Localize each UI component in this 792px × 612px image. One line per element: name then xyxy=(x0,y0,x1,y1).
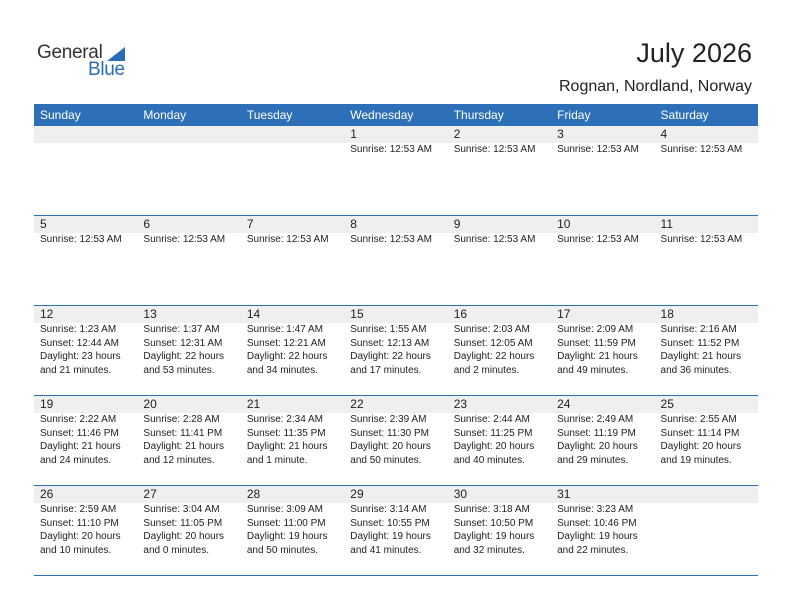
day-cell xyxy=(137,486,240,575)
day-sun-info xyxy=(661,323,758,377)
day-number: 31 xyxy=(557,487,571,501)
day-cell xyxy=(34,486,137,575)
day-cell xyxy=(655,126,758,215)
day-info-line: Sunrise: 12:53 AM xyxy=(453,144,536,155)
day-sun-info xyxy=(661,143,758,157)
day-cell xyxy=(344,126,447,215)
week-row xyxy=(34,216,758,306)
day-sun-info xyxy=(557,413,654,467)
week-days xyxy=(34,306,758,395)
day-info-line: Sunrise: 2:03 AM xyxy=(453,324,530,335)
day-number: 15 xyxy=(350,307,364,321)
day-number: 24 xyxy=(557,397,571,411)
day-number: 8 xyxy=(350,217,357,231)
day-sun-info xyxy=(247,413,344,467)
day-number: 3 xyxy=(557,127,564,141)
day-info-line: Sunrise: 12:53 AM xyxy=(350,234,432,245)
day-info-line: Sunset: 11:59 PM xyxy=(557,337,636,349)
day-cell xyxy=(448,126,551,215)
day-cell xyxy=(137,396,240,485)
day-info-line: and 0 minutes. xyxy=(143,544,210,556)
day-sun-info xyxy=(143,503,240,557)
day-cell xyxy=(34,396,137,485)
day-info-line: Sunrise: 3:18 AM xyxy=(453,504,530,515)
day-sun-info xyxy=(661,233,758,247)
day-info-line: Sunrise: 1:37 AM xyxy=(143,324,220,335)
day-cell xyxy=(551,216,654,305)
day-cell xyxy=(241,126,344,215)
day-number: 28 xyxy=(246,487,261,501)
day-number: 29 xyxy=(350,487,364,501)
weekday-header-saturday: Saturday xyxy=(660,108,709,122)
day-number: 13 xyxy=(143,307,157,321)
day-info-line: and 41 minutes. xyxy=(350,544,422,556)
day-cell xyxy=(344,216,447,305)
day-cell xyxy=(448,396,551,485)
day-sun-info xyxy=(350,143,447,157)
day-number: 17 xyxy=(557,307,571,321)
day-number xyxy=(40,126,137,143)
day-cell xyxy=(344,306,447,395)
weekday-header-friday: Friday xyxy=(557,108,591,122)
day-sun-info xyxy=(557,323,654,377)
day-cell xyxy=(655,216,758,305)
week-row xyxy=(34,306,758,396)
day-info-line: Sunrise: 12:53 AM xyxy=(350,144,432,155)
day-info-line: Sunrise: 1:47 AM xyxy=(246,324,323,335)
day-sun-info xyxy=(40,323,137,377)
day-info-line: Sunrise: 12:53 AM xyxy=(557,234,639,245)
weekday-header-sunday: Sunday xyxy=(40,108,81,122)
day-number: 10 xyxy=(557,217,571,231)
day-number: 30 xyxy=(453,487,468,501)
day-sun-info xyxy=(247,233,344,247)
weekday-header-wednesday: Wednesday xyxy=(350,108,414,122)
day-info-line: Sunset: 11:35 PM xyxy=(246,427,326,439)
day-cell xyxy=(655,306,758,395)
day-number: 12 xyxy=(40,307,54,321)
day-sun-info xyxy=(247,503,344,557)
day-info-line: Daylight: 20 hours xyxy=(40,531,121,542)
day-cell xyxy=(241,306,344,395)
day-info-line: Sunrise: 12:53 AM xyxy=(246,234,329,245)
day-info-line: and 10 minutes. xyxy=(40,544,112,556)
day-info-line: Sunrise: 2:16 AM xyxy=(660,324,737,335)
day-cell xyxy=(241,486,344,575)
day-info-line: Sunset: 11:41 PM xyxy=(143,427,223,439)
day-cell xyxy=(344,486,447,575)
day-sun-info xyxy=(661,413,758,467)
day-info-line: Sunset: 12:44 AM xyxy=(40,337,119,349)
day-info-line: Sunset: 12:31 AM xyxy=(143,337,223,349)
week-days xyxy=(34,216,758,305)
day-info-line: and 29 minutes. xyxy=(557,454,629,466)
day-sun-info xyxy=(143,413,240,467)
day-info-line: Daylight: 22 hours xyxy=(453,351,535,362)
day-info-line: Daylight: 22 hours xyxy=(350,351,431,362)
day-number: 6 xyxy=(143,217,151,231)
day-info-line: Sunset: 11:10 PM xyxy=(40,517,119,529)
day-info-line: Daylight: 23 hours xyxy=(40,351,121,362)
day-info-line: Daylight: 19 hours xyxy=(246,531,328,542)
day-info-line: Sunrise: 2:34 AM xyxy=(246,414,323,425)
day-info-line: Sunrise: 12:53 AM xyxy=(660,144,743,155)
day-sun-info xyxy=(350,233,447,247)
day-info-line: Sunrise: 2:55 AM xyxy=(660,414,737,425)
day-sun-info xyxy=(40,233,137,247)
day-info-line: Daylight: 22 hours xyxy=(143,351,225,362)
day-sun-info xyxy=(143,323,240,377)
day-info-line: and 50 minutes. xyxy=(350,454,422,466)
day-info-line: and 12 minutes. xyxy=(143,454,215,466)
day-info-line: Sunset: 11:19 PM xyxy=(557,427,636,439)
day-info-line: and 1 minute. xyxy=(246,454,308,466)
day-sun-info xyxy=(350,503,447,557)
day-number: 25 xyxy=(660,397,674,411)
day-cell xyxy=(655,396,758,485)
day-number: 14 xyxy=(246,307,261,321)
day-number xyxy=(247,126,344,143)
day-sun-info xyxy=(40,503,137,557)
day-number: 19 xyxy=(40,397,54,411)
logo xyxy=(37,42,137,82)
day-info-line: Daylight: 19 hours xyxy=(557,531,638,542)
day-number: 1 xyxy=(350,127,357,141)
day-info-line: Sunset: 11:30 PM xyxy=(350,427,430,439)
day-info-line: Sunset: 11:14 PM xyxy=(660,427,740,439)
day-info-line: and 17 minutes. xyxy=(350,364,422,376)
day-info-line: Sunset: 11:00 PM xyxy=(246,517,326,529)
weekday-header-tuesday: Tuesday xyxy=(246,108,293,122)
day-number: 18 xyxy=(660,307,674,321)
week-days xyxy=(34,486,758,575)
day-info-line: and 36 minutes. xyxy=(660,364,732,376)
day-info-line: Sunset: 11:05 PM xyxy=(143,517,223,529)
day-info-line: and 22 minutes. xyxy=(557,544,629,556)
day-info-line: Daylight: 19 hours xyxy=(350,531,431,542)
day-info-line: and 19 minutes. xyxy=(660,454,732,466)
day-number: 21 xyxy=(246,397,261,411)
day-info-line: Sunrise: 2:28 AM xyxy=(143,414,220,425)
day-info-line: and 50 minutes. xyxy=(246,544,319,556)
day-cell xyxy=(344,396,447,485)
day-info-line: Sunset: 12:21 AM xyxy=(246,337,326,349)
week-row xyxy=(34,486,758,576)
day-cell xyxy=(241,396,344,485)
day-info-line: Daylight: 19 hours xyxy=(453,531,535,542)
day-cell xyxy=(241,216,344,305)
day-info-line: Sunrise: 12:53 AM xyxy=(40,234,122,245)
day-info-line: Sunrise: 2:39 AM xyxy=(350,414,427,425)
day-info-line: and 24 minutes. xyxy=(40,454,112,466)
day-info-line: Sunrise: 3:14 AM xyxy=(350,504,427,515)
day-info-line: Sunset: 10:50 PM xyxy=(453,517,534,529)
day-cell xyxy=(448,306,551,395)
day-info-line: Sunset: 11:52 PM xyxy=(660,337,740,349)
day-info-line: Daylight: 20 hours xyxy=(660,441,742,452)
day-cell xyxy=(137,216,240,305)
week-days xyxy=(34,126,758,215)
week-row xyxy=(34,126,758,216)
day-sun-info xyxy=(350,413,447,467)
day-info-line: Daylight: 20 hours xyxy=(350,441,431,452)
weekday-header-row xyxy=(34,104,758,126)
day-info-line: Daylight: 20 hours xyxy=(453,441,535,452)
day-info-line: Daylight: 21 hours xyxy=(143,441,225,452)
day-info-line: Sunrise: 2:49 AM xyxy=(557,414,634,425)
day-info-line: Daylight: 21 hours xyxy=(660,351,742,362)
day-info-line: Sunrise: 12:53 AM xyxy=(557,144,639,155)
day-info-line: Sunrise: 12:53 AM xyxy=(143,234,226,245)
day-info-line: Sunrise: 2:44 AM xyxy=(453,414,530,425)
day-info-line: Sunrise: 2:09 AM xyxy=(557,324,634,335)
day-cell xyxy=(34,216,137,305)
day-sun-info xyxy=(454,233,551,247)
day-info-line: Daylight: 21 hours xyxy=(557,351,638,362)
day-cell xyxy=(34,306,137,395)
day-info-line: Sunrise: 12:53 AM xyxy=(660,234,743,245)
day-sun-info xyxy=(247,323,344,377)
day-sun-info xyxy=(557,503,654,557)
day-info-line: and 49 minutes. xyxy=(557,364,629,376)
day-number: 7 xyxy=(246,217,254,231)
day-number xyxy=(661,486,758,503)
day-number: 22 xyxy=(350,397,364,411)
day-info-line: and 2 minutes. xyxy=(453,364,520,376)
day-cell xyxy=(137,126,240,215)
day-number: 5 xyxy=(40,217,47,231)
day-cell xyxy=(551,306,654,395)
logo-text-general: General xyxy=(37,42,103,63)
day-info-line: Sunset: 10:55 PM xyxy=(350,517,430,529)
day-info-line: and 21 minutes. xyxy=(40,364,112,376)
day-info-line: Sunrise: 3:04 AM xyxy=(143,504,220,515)
day-info-line: Daylight: 20 hours xyxy=(557,441,638,452)
day-number: 2 xyxy=(453,127,461,141)
day-number: 11 xyxy=(660,217,673,231)
day-info-line: Sunrise: 1:55 AM xyxy=(350,324,427,335)
day-info-line: and 53 minutes. xyxy=(143,364,215,376)
day-cell xyxy=(34,126,137,215)
day-info-line: Daylight: 20 hours xyxy=(143,531,225,542)
day-number: 4 xyxy=(660,127,668,141)
weeks-container xyxy=(34,126,758,576)
week-days xyxy=(34,396,758,485)
weekday-header-monday: Monday xyxy=(143,108,187,122)
day-sun-info xyxy=(143,233,240,247)
day-sun-info xyxy=(454,323,551,377)
day-number: 26 xyxy=(40,487,54,501)
day-info-line: Sunrise: 1:23 AM xyxy=(40,324,117,335)
day-info-line: Sunrise: 2:59 AM xyxy=(40,504,117,515)
day-sun-info xyxy=(454,143,551,157)
day-info-line: and 32 minutes. xyxy=(453,544,525,556)
day-number: 23 xyxy=(453,397,468,411)
day-number xyxy=(143,126,240,143)
day-info-line: Daylight: 21 hours xyxy=(40,441,121,452)
day-cell xyxy=(448,216,551,305)
day-info-line: Sunset: 12:13 AM xyxy=(350,337,430,349)
day-number: 16 xyxy=(453,307,468,321)
day-cell xyxy=(448,486,551,575)
day-sun-info xyxy=(557,233,654,247)
day-sun-info xyxy=(350,323,447,377)
day-cell xyxy=(137,306,240,395)
day-info-line: Daylight: 22 hours xyxy=(246,351,328,362)
day-sun-info xyxy=(454,503,551,557)
day-cell xyxy=(551,486,654,575)
logo-text-blue: Blue xyxy=(88,59,125,80)
calendar-title: July 2026 xyxy=(636,38,752,68)
day-info-line: Sunrise: 3:09 AM xyxy=(246,504,323,515)
calendar-grid xyxy=(34,104,758,576)
day-cell xyxy=(551,396,654,485)
day-info-line: and 40 minutes. xyxy=(453,454,525,466)
day-number: 27 xyxy=(143,487,157,501)
day-info-line: Sunset: 12:05 AM xyxy=(453,337,533,349)
day-number: 9 xyxy=(453,217,461,231)
day-info-line: Sunset: 11:25 PM xyxy=(453,427,533,439)
day-info-line: Sunset: 10:46 PM xyxy=(557,517,637,529)
day-cell xyxy=(655,486,758,575)
day-number: 20 xyxy=(143,397,157,411)
weekday-header-thursday: Thursday xyxy=(453,108,504,122)
day-info-line: Sunrise: 2:22 AM xyxy=(40,414,117,425)
day-info-line: Sunrise: 3:23 AM xyxy=(557,504,634,515)
day-info-line: Sunset: 11:46 PM xyxy=(40,427,119,439)
day-sun-info xyxy=(40,413,137,467)
day-cell xyxy=(551,126,654,215)
day-info-line: and 34 minutes. xyxy=(246,364,319,376)
day-sun-info xyxy=(557,143,654,157)
day-sun-info xyxy=(454,413,551,467)
day-info-line: Sunrise: 12:53 AM xyxy=(453,234,536,245)
week-row xyxy=(34,396,758,486)
day-info-line: Daylight: 21 hours xyxy=(246,441,328,452)
calendar-location: Rognan, Nordland, Norway xyxy=(559,78,752,95)
